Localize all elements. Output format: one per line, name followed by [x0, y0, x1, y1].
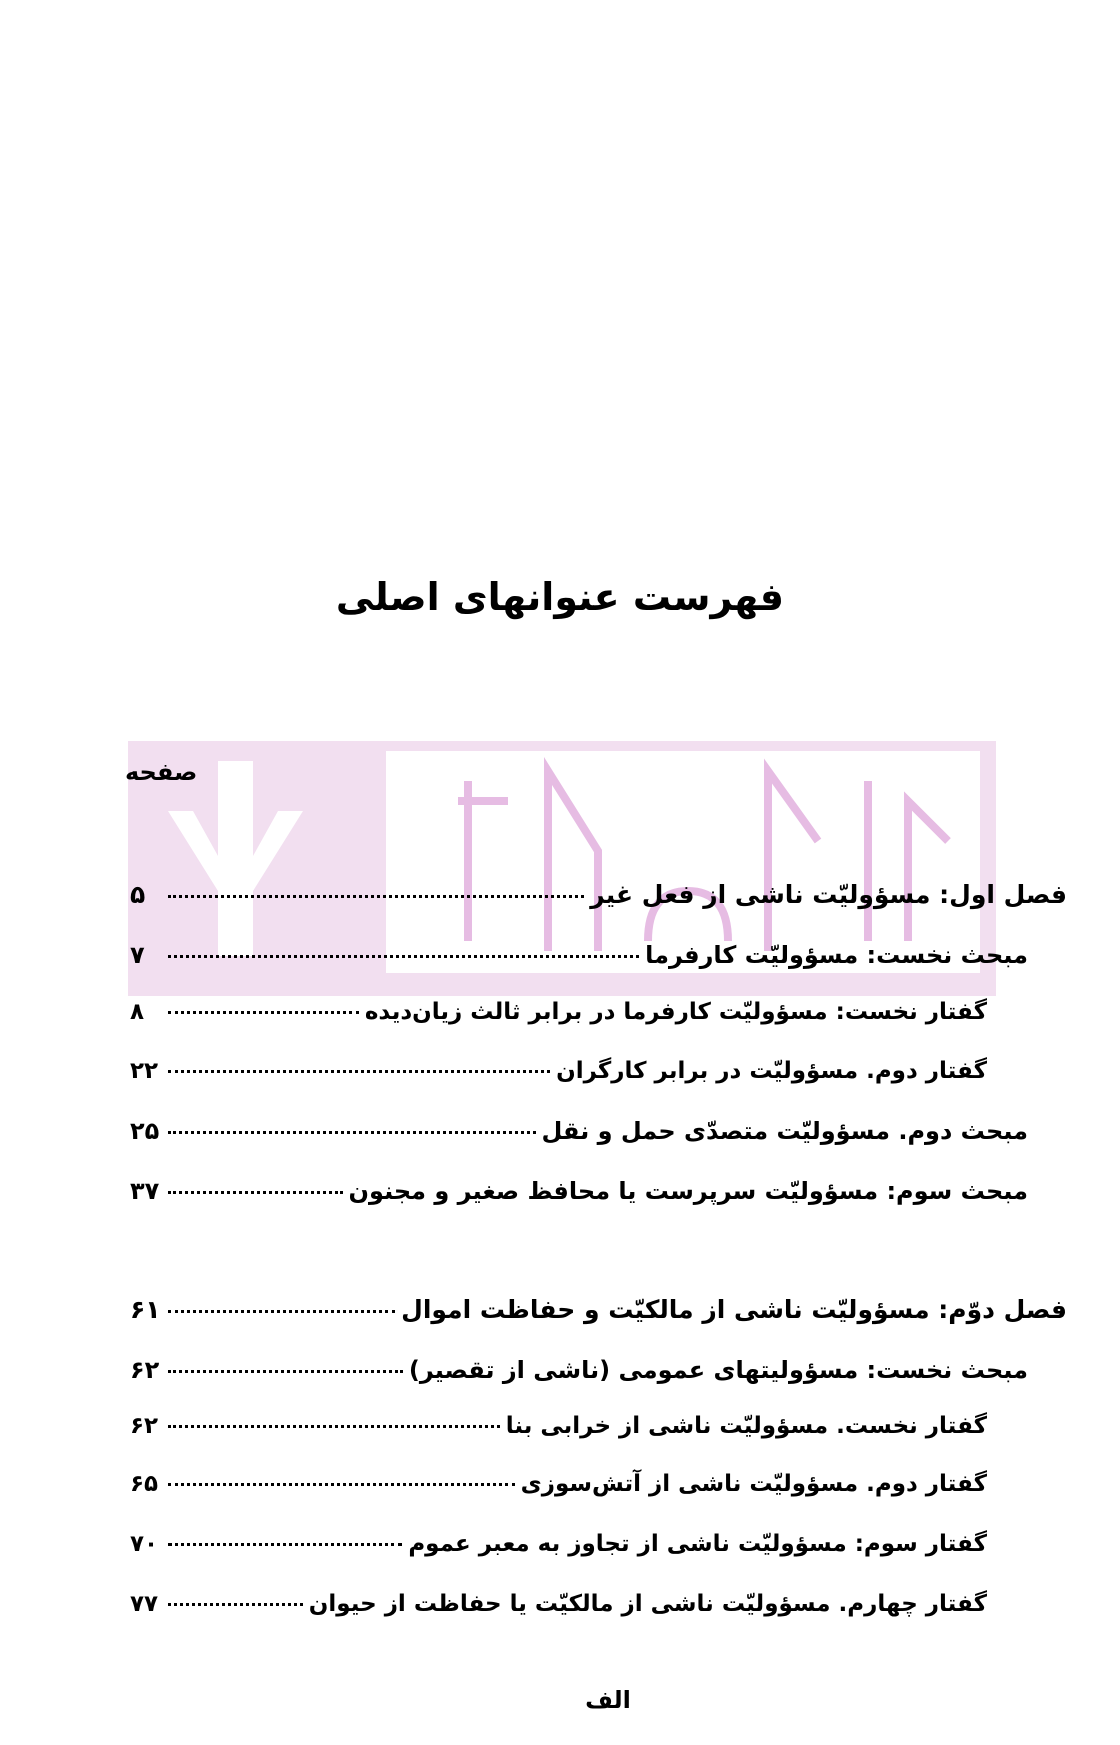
toc-entry-title: گفتار دوم. مسؤولیّت ناشی از آتش‌سوزی [520, 1471, 987, 1497]
toc-entry-page: ۲۵ [130, 1117, 160, 1145]
toc-entry [130, 1531, 987, 1567]
dot-leader [168, 1310, 395, 1313]
dot-leader [168, 1425, 500, 1428]
toc-entry [130, 1356, 1028, 1392]
toc-entry-page: ۶۱ [130, 1295, 161, 1324]
toc-entry-page: ۷۰ [130, 1531, 159, 1557]
toc-entry [130, 1117, 1028, 1153]
toc-entry-title: مبحث نخست: مسؤولیتهای عمومی (ناشی از تقصیر) [408, 1356, 1028, 1384]
toc-entry-page: ۳۷ [130, 1177, 160, 1205]
toc-entry-page: ۶۵ [130, 1471, 159, 1497]
toc-entry-title: گفتار چهارم. مسؤولیّت ناشی از مالکیّت یا حفاظت از حیوان [308, 1591, 987, 1617]
page-column-label: صفحه [125, 758, 198, 786]
dot-leader [168, 895, 584, 898]
page-title: فهرست عنوانهای اصلی [335, 575, 785, 619]
toc-entry-title: مبحث دوم. مسؤولیّت متصدّی حمل و نقل [541, 1117, 1028, 1145]
dot-leader [168, 1603, 303, 1606]
dot-leader [168, 1370, 403, 1373]
toc-entry [130, 1413, 987, 1449]
toc-entry-page: ۵ [130, 880, 146, 909]
toc-entry [130, 941, 1028, 977]
dot-leader [168, 1070, 550, 1073]
dot-leader [168, 1131, 536, 1134]
toc-entry-title: مبحث نخست: مسؤولیّت کارفرما [645, 941, 1028, 969]
toc-entry-title: گفتار نخست. مسؤولیّت ناشی از خرابی بنا [505, 1413, 987, 1439]
toc-entry [130, 1295, 1067, 1331]
toc-entry-page: ۲۲ [130, 1058, 159, 1084]
toc-entry [130, 999, 987, 1035]
toc-entry-page: ۶۲ [130, 1413, 159, 1439]
toc-entry-title: گفتار نخست: مسؤولیّت کارفرما در برابر ثالث زیان‌دیده [364, 999, 987, 1025]
dot-leader [168, 1191, 343, 1194]
toc-entry-title: گفتار دوم. مسؤولیّت در برابر کارگران [556, 1058, 987, 1084]
dot-leader [168, 1543, 402, 1546]
toc-entry-title: فصل اول: مسؤولیّت ناشی از فعل غیر [590, 880, 1067, 909]
toc-entry-title: گفتار سوم: مسؤولیّت ناشی از تجاوز به معبر عموم [408, 1531, 987, 1557]
toc-entry-page: ۸ [130, 999, 145, 1025]
footer-page-number: الف [585, 1686, 631, 1714]
dot-leader [168, 1483, 515, 1486]
toc-entry-title: مبحث سوم: مسؤولیّت سرپرست یا محافظ صغیر و مجنون [348, 1177, 1028, 1205]
toc-entry [130, 880, 1067, 916]
toc-entry [130, 1471, 987, 1507]
toc-entry-title: فصل دوّم: مسؤولیّت ناشی از مالکیّت و حفاظت اموال [401, 1295, 1067, 1324]
dot-leader [168, 1011, 359, 1014]
toc-entry-page: ۶۲ [130, 1356, 160, 1384]
toc-entry-page: ۷۷ [130, 1591, 159, 1617]
toc-entry [130, 1591, 987, 1627]
toc-entry-page: ۷ [130, 941, 145, 969]
toc-entry [130, 1177, 1028, 1213]
dot-leader [168, 955, 639, 958]
toc-entry [130, 1058, 987, 1094]
